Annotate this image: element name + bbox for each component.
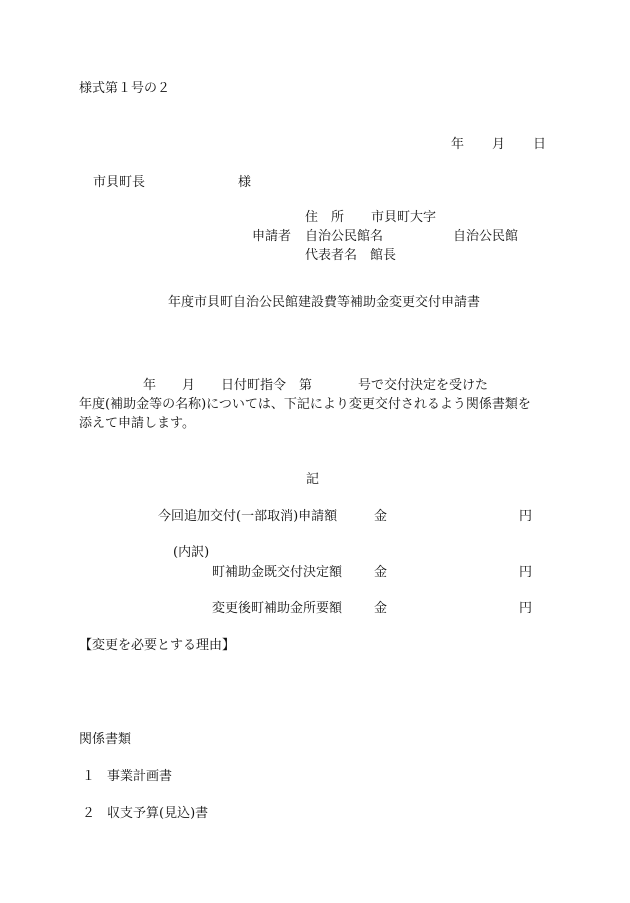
body-year-label: 年 <box>143 378 157 393</box>
date-year-label: 年 <box>451 137 465 152</box>
amount-row-revised-kin: 金 <box>374 601 388 616</box>
form-number: 様式第１号の２ <box>79 81 171 96</box>
representative-label: 代表者名 <box>305 248 358 263</box>
amount-row-revised-yen: 円 <box>519 601 533 616</box>
document-item-number: ２ <box>82 806 96 821</box>
amount-row-granted-label: 町補助金既交付決定額 <box>212 565 343 580</box>
addressee-name: 市貝町長 <box>93 175 146 190</box>
body-month-label: 月 <box>182 378 196 393</box>
breakdown-label: (内訳) <box>173 545 210 560</box>
date-day-label: 日 <box>533 137 547 152</box>
amount-row-revised-label: 変更後町補助金所要額 <box>212 601 343 616</box>
document-title: 年度市貝町自治公民館建設費等補助金変更交付申請書 <box>168 295 481 310</box>
document-item-number: １ <box>82 769 96 784</box>
amount-row-additional-label: 今回追加交付(一部取消)申請額 <box>158 509 338 524</box>
body-order-label: 日付町指令 第 <box>221 378 313 393</box>
address-value: 市貝町大字 <box>371 210 437 225</box>
applicant-role-label: 申請者 <box>252 229 292 244</box>
body-line2: 年度(補助金等の名称)については、下記により変更交付されるよう関係書類を <box>79 397 531 412</box>
addressee-honorific: 様 <box>238 175 252 190</box>
hall-name-value: 自治公民館 <box>453 229 519 244</box>
body-line1-end: 号で交付決定を受けた <box>358 378 489 393</box>
date-month-label: 月 <box>492 137 506 152</box>
hall-name-label: 自治公民館名 <box>305 229 384 244</box>
document-item-label: 収支予算(見込)書 <box>107 806 209 821</box>
document-item-label: 事業計画書 <box>107 769 173 784</box>
amount-row-additional-kin: 金 <box>374 509 388 524</box>
amount-row-granted-kin: 金 <box>374 565 388 580</box>
documents-heading: 関係書類 <box>79 732 132 747</box>
amount-row-additional-yen: 円 <box>519 509 533 524</box>
reason-heading: 【変更を必要とする理由】 <box>79 638 236 653</box>
body-line3: 添えて申請します。 <box>79 416 195 431</box>
amount-row-granted-yen: 円 <box>519 565 533 580</box>
ki-marker: 記 <box>306 472 320 487</box>
address-label: 住 所 <box>305 210 345 225</box>
representative-value: 館長 <box>370 248 397 263</box>
